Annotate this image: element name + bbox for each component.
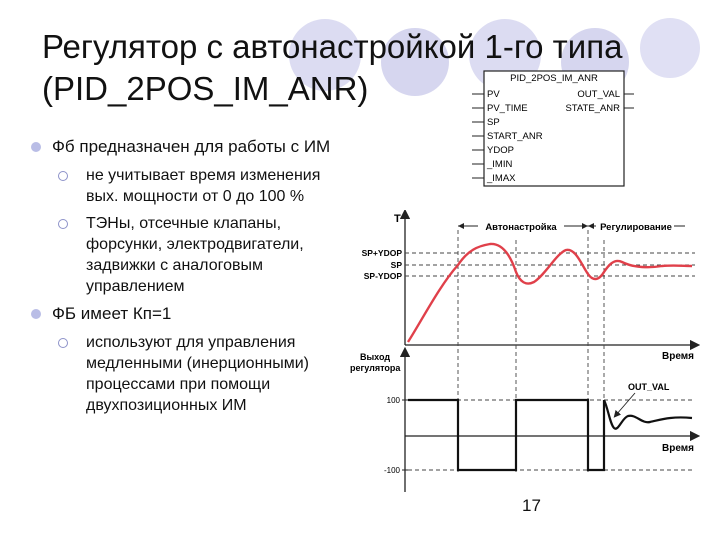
input-sp: SP [487, 117, 500, 128]
bottom-y-label-2: регулятора [350, 363, 401, 373]
sub-bullet-item: используют для управления медленными (инерционными) процессами при помощи двухпозиционных ИМ [28, 332, 348, 416]
output-pins [624, 94, 634, 108]
bottom-x-label: Время [662, 443, 694, 454]
input-start-anr: START_ANR [487, 131, 543, 142]
bullet-list [28, 136, 348, 422]
phase-regulation-label: Регулирование [600, 222, 672, 233]
level-sp-plus-label: SP+YDOP [361, 248, 402, 258]
bottom-y-label-1: Выход [360, 352, 391, 362]
top-x-label: Время [662, 351, 694, 362]
output-state-anr: STATE_ANR [565, 103, 620, 114]
input-ydop: YDOP [487, 145, 514, 156]
out-val-curve [604, 400, 692, 429]
output-out-val: OUT_VAL [577, 89, 620, 100]
top-y-label: T [394, 213, 401, 225]
function-block-name: PID_2POS_IM_ANR [510, 73, 598, 84]
phase-autotune-label: Автонастройка [485, 222, 557, 233]
tick-minus100: -100 [383, 466, 400, 475]
function-block-diagram [470, 66, 635, 192]
page-number: 17 [522, 496, 541, 515]
sub-bullet-item: не учитывает время изменения вых. мощности от 0 до 100 % [28, 165, 348, 207]
arrow-head [458, 223, 464, 229]
relay-output-signal [408, 400, 604, 470]
level-sp-label: SP [390, 260, 402, 270]
title-line-1: Регулятор с автонастройкой 1-го типа [42, 28, 623, 65]
input-pv-time: PV_TIME [487, 103, 528, 114]
input-imin: _IMIN [487, 159, 513, 170]
output-level-lines [408, 400, 695, 470]
input-imax: _IMAX [487, 173, 516, 184]
input-pv: PV [487, 89, 500, 100]
tick-100: 100 [386, 396, 400, 405]
bullet-item: ФБ имеет Кп=1 [28, 303, 348, 324]
arrow-head [582, 223, 588, 229]
title-line-2: (PID_2POS_IM_ANR) [42, 70, 369, 107]
temperature-curve [408, 244, 692, 342]
arrow-head [588, 223, 594, 229]
out-val-label: OUT_VAL [628, 382, 670, 392]
input-pins [472, 94, 484, 178]
out-val-pointer [616, 393, 635, 415]
timing-diagram [350, 210, 710, 500]
sub-bullet-item: ТЭНы, отсечные клапаны, форсунки, электродвигатели, задвижки с аналоговым управлением [28, 213, 348, 297]
level-sp-minus-label: SP-YDOP [363, 271, 402, 281]
bullet-item: Фб предназначен для работы с ИМ [28, 136, 348, 157]
